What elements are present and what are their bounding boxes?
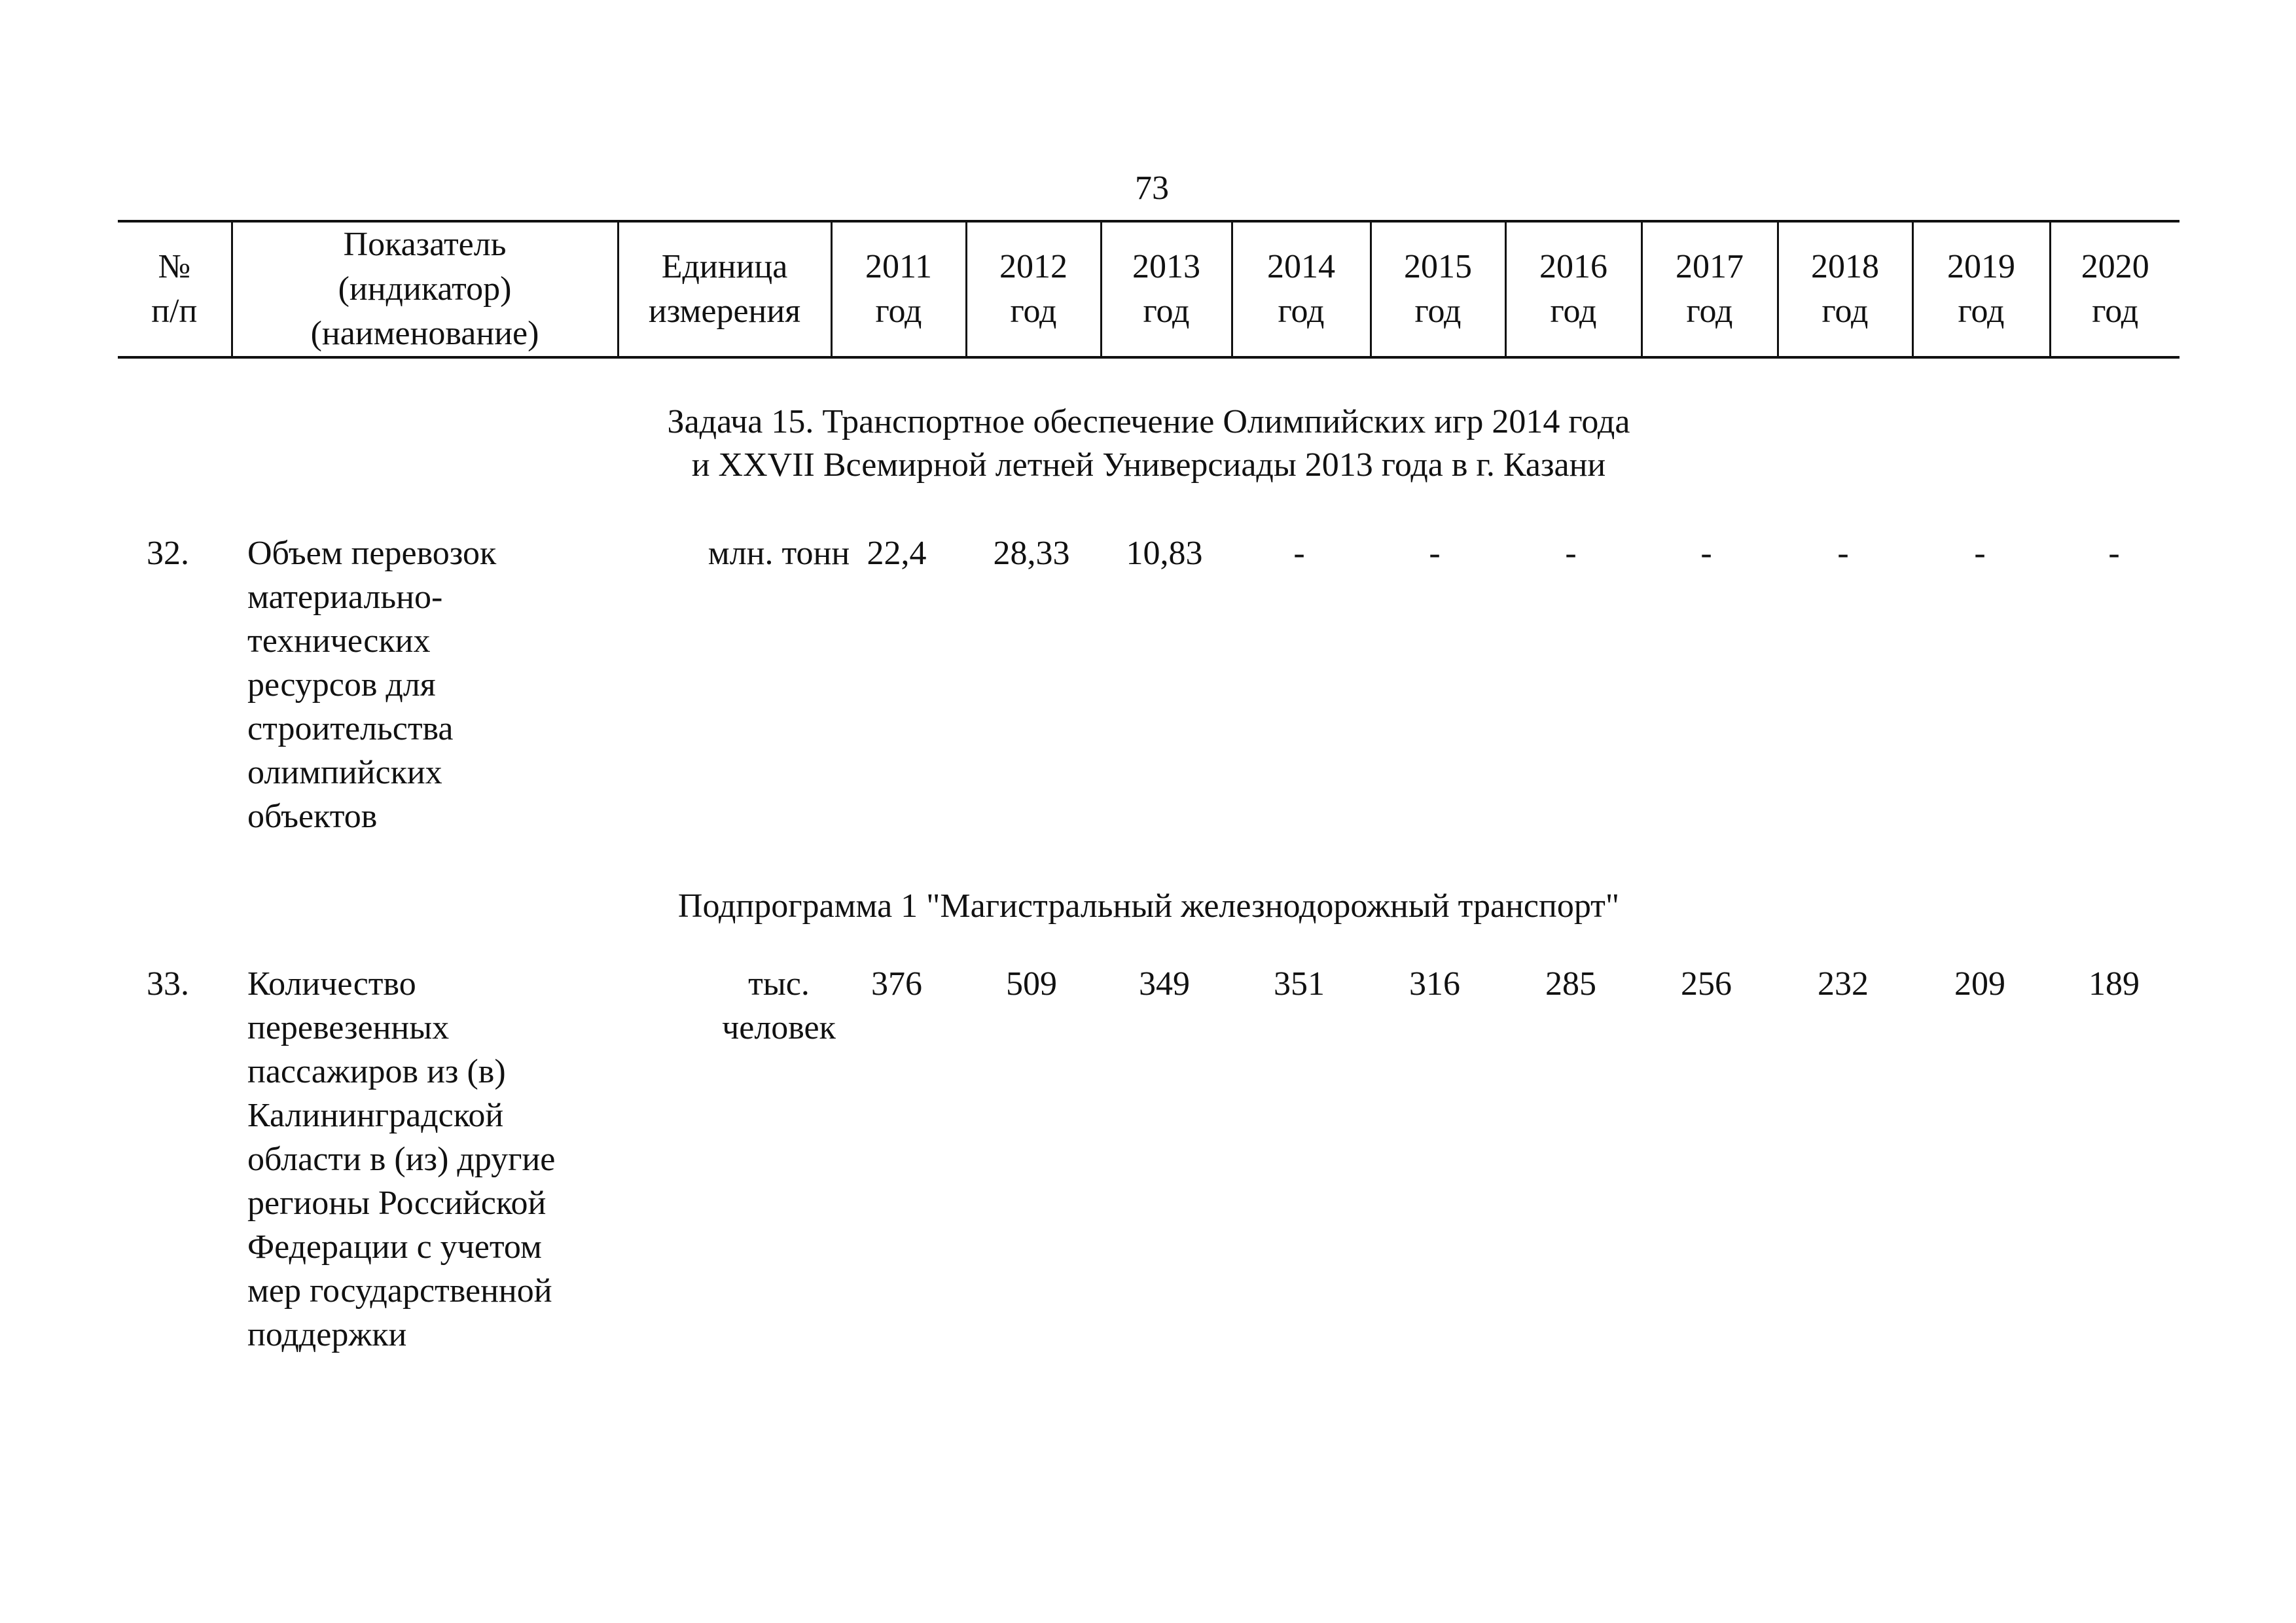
unit-of-measure: тыс. человек (722, 965, 836, 1046)
value-2019: - (1974, 535, 1986, 572)
value-2019: 209 (1954, 965, 2005, 1003)
value-2016: - (1565, 535, 1577, 572)
value-2014: 351 (1274, 965, 1325, 1003)
indicator-name: Объем перевозок материально- технических ресурсов для строительства олимпийских объектов (247, 535, 497, 835)
row-number: 32. (147, 535, 189, 572)
value-2016: 285 (1545, 965, 1596, 1003)
value-2012: 28,33 (993, 535, 1070, 572)
value-2018: - (1837, 535, 1849, 572)
value-2013: 10,83 (1126, 535, 1203, 572)
value-2018: 232 (1818, 965, 1869, 1003)
value-2017: - (1700, 535, 1712, 572)
page-number: 73 (1135, 169, 1169, 207)
indicator-name: Количество перевезенных пассажиров из (в) Калининградской области в (из) другие регионы Российской Федерации с учетом мер государственной поддержки (247, 965, 556, 1353)
table-header (118, 220, 2179, 359)
unit-of-measure: млн. тонн (708, 535, 850, 572)
header-unit: Единица измерения (618, 221, 831, 357)
header-year: 2018 год (1778, 221, 1912, 357)
value-2011: 22,4 (867, 535, 927, 572)
header-year: 2016 год (1505, 221, 1641, 357)
header-year: 2014 год (1232, 221, 1371, 357)
header-year: 2015 год (1371, 221, 1505, 357)
section-title: Подпрограмма 1 "Магистральный железнодорожный транспорт" (677, 887, 1620, 925)
header-year: 2019 год (1912, 221, 2050, 357)
value-2017: 256 (1681, 965, 1732, 1003)
header-year: 2012 год (966, 221, 1101, 357)
table-row (118, 962, 2179, 1381)
value-2012: 509 (1006, 965, 1057, 1003)
table-row (118, 531, 2179, 859)
value-2014: - (1293, 535, 1305, 572)
value-2015: 316 (1409, 965, 1460, 1003)
value-2011: 376 (871, 965, 922, 1003)
header-year: 2011 год (831, 221, 966, 357)
header-indicator: Показатель (индикатор) (наименование) (232, 221, 618, 357)
value-2015: - (1429, 535, 1441, 572)
value-2020: - (2108, 535, 2120, 572)
header-year: 2017 год (1641, 221, 1778, 357)
section-title: Задача 15. Транспортное обеспечение Олимпийских игр 2014 года и XXVII Всемирной летней Универсиады 2013 года в г. Казани (667, 403, 1630, 484)
header-year: 2013 год (1101, 221, 1232, 357)
value-2020: 189 (2089, 965, 2140, 1003)
header-year: 2020 год (2050, 221, 2179, 357)
row-number: 33. (147, 965, 189, 1003)
value-2013: 349 (1139, 965, 1190, 1003)
header-num: № п/п (118, 221, 232, 357)
